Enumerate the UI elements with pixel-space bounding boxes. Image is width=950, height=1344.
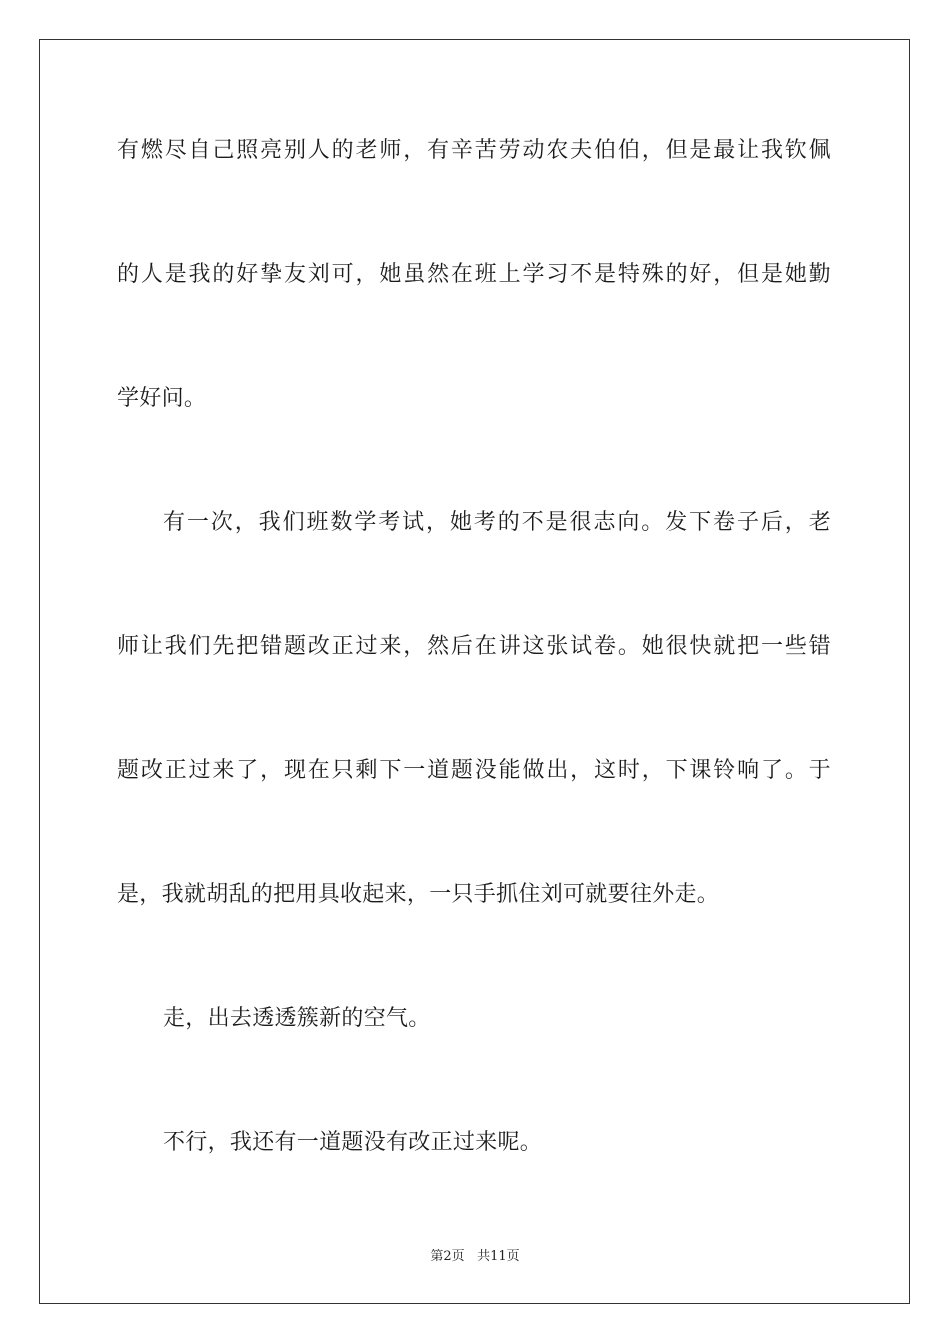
text-line: 的人是我的好挚友刘可，她虽然在班上学习不是特殊的好，但是她勤: [117, 262, 831, 287]
page-footer: [0, 1248, 950, 1266]
paragraph-start-line: 有一次，我们班数学考试，她考的不是很志向。发下卷子后，老: [163, 510, 831, 535]
text-line: 有燃尽自己照亮别人的老师，有辛苦劳动农夫伯伯，但是最让我钦佩: [117, 138, 831, 163]
paragraph-start-line: 不行，我还有一道题没有改正过来呢。: [163, 1130, 543, 1155]
text-line: 师让我们先把错题改正过来，然后在讲这张试卷。她很快就把一些错: [117, 634, 831, 659]
paragraph-start-line: 走，出去透透簇新的空气。: [163, 1006, 431, 1031]
text-line: 是，我就胡乱的把用具收起来，一只手抓住刘可就要往外走。: [117, 882, 720, 907]
page-total: 共11页: [477, 1249, 520, 1264]
page-number: 第2页: [430, 1249, 465, 1264]
text-line: 学好问。: [117, 386, 207, 411]
page-border: [39, 39, 910, 1304]
text-line: 题改正过来了，现在只剩下一道题没能做出，这时，下课铃响了。于: [117, 758, 831, 783]
